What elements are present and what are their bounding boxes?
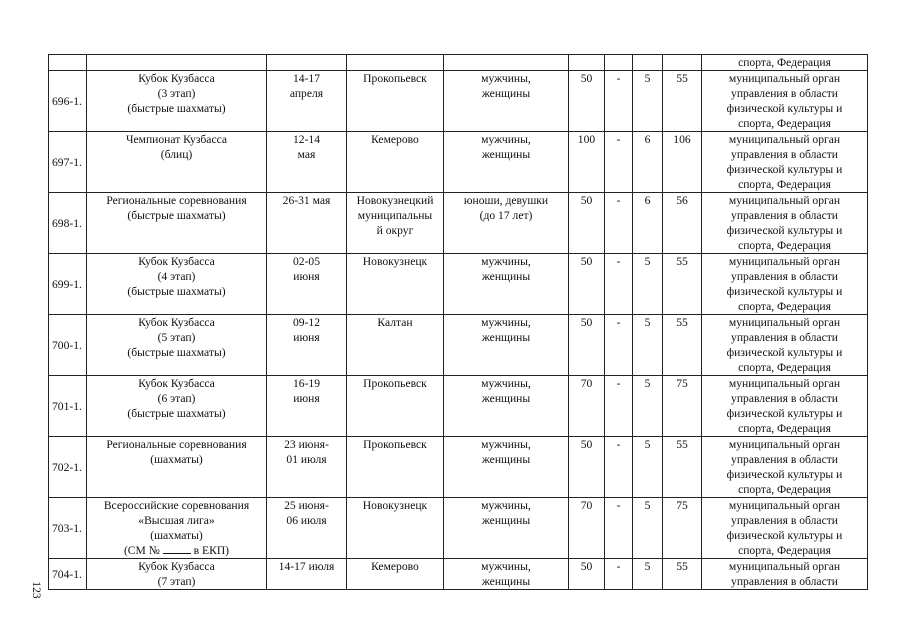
cell-dates: 16-19 июня <box>267 376 347 437</box>
cell-count-3: 5 <box>633 437 663 498</box>
cell-participants: мужчины, женщины <box>444 376 569 437</box>
cell-count-total: 75 <box>663 498 702 559</box>
cell-num: 703-1. <box>49 498 87 559</box>
cell-count-1 <box>569 55 605 71</box>
cell-name <box>87 55 267 71</box>
cell-organizer: спорта, Федерация <box>702 55 868 71</box>
cell-count-3: 5 <box>633 498 663 559</box>
cell-organizer: муниципальный орган управления в области физической культуры и спорта, Федерация <box>702 193 868 254</box>
cell-place: Новокузнецк <box>347 498 444 559</box>
cell-dates <box>267 55 347 71</box>
cell-place <box>347 55 444 71</box>
cell-count-1: 50 <box>569 193 605 254</box>
cell-count-1: 50 <box>569 437 605 498</box>
cell-num: 697-1. <box>49 132 87 193</box>
cell-count-3: 6 <box>633 193 663 254</box>
cell-count-2: - <box>605 437 633 498</box>
ekp-reference-suffix: в ЕКП) <box>193 544 230 557</box>
cell-count-1: 50 <box>569 254 605 315</box>
cell-count-3: 5 <box>633 254 663 315</box>
cell-count-1: 70 <box>569 498 605 559</box>
cell-dates: 12-14 мая <box>267 132 347 193</box>
cell-participants: мужчины, женщины <box>444 71 569 132</box>
cell-count-total: 55 <box>663 254 702 315</box>
cell-count-1: 50 <box>569 315 605 376</box>
table-row <box>49 498 868 559</box>
cell-count-total: 55 <box>663 315 702 376</box>
cell-dates: 02-05 июня <box>267 254 347 315</box>
cell-count-2: - <box>605 71 633 132</box>
cell-count-1: 50 <box>569 559 605 590</box>
cell-name: Кубок Кузбасса (5 этап) (быстрые шахматы) <box>87 315 267 376</box>
cell-name: Кубок Кузбасса (4 этап) (быстрые шахматы) <box>87 254 267 315</box>
cell-count-2: - <box>605 315 633 376</box>
cell-organizer: муниципальный орган управления в области физической культуры и спорта, Федерация <box>702 132 868 193</box>
cell-count-total: 75 <box>663 376 702 437</box>
cell-name: Кубок Кузбасса (6 этап) (быстрые шахматы) <box>87 376 267 437</box>
cell-place: Кемерово <box>347 132 444 193</box>
cell-place: Новокузнецк <box>347 254 444 315</box>
cell-count-1: 70 <box>569 376 605 437</box>
cell-organizer: муниципальный орган управления в области <box>702 559 868 590</box>
table-row <box>49 71 868 132</box>
table-row <box>49 193 868 254</box>
cell-organizer: муниципальный орган управления в области физической культуры и спорта, Федерация <box>702 437 868 498</box>
event-name-text: Всероссийские соревнования «Высшая лига» (шахматы) <box>103 499 250 542</box>
cell-name <box>87 498 267 559</box>
cell-num: 699-1. <box>49 254 87 315</box>
cell-organizer: муниципальный орган управления в области физической культуры и спорта, Федерация <box>702 315 868 376</box>
cell-dates: 09-12 июня <box>267 315 347 376</box>
cell-participants: мужчины, женщины <box>444 315 569 376</box>
cell-count-3 <box>633 55 663 71</box>
cell-count-total: 55 <box>663 437 702 498</box>
page-number: 123 <box>30 581 43 599</box>
cell-dates: 14-17 апреля <box>267 71 347 132</box>
cell-count-2: - <box>605 498 633 559</box>
table-row <box>49 559 868 590</box>
cell-count-2 <box>605 55 633 71</box>
table-row <box>49 254 868 315</box>
cell-count-1: 50 <box>569 71 605 132</box>
cell-count-1: 100 <box>569 132 605 193</box>
cell-count-3: 5 <box>633 376 663 437</box>
cell-participants: юноши, девушки (до 17 лет) <box>444 193 569 254</box>
cell-count-3: 6 <box>633 132 663 193</box>
ekp-reference-prefix: (СМ № <box>123 544 160 557</box>
cell-count-2: - <box>605 254 633 315</box>
cell-participants: мужчины, женщины <box>444 559 569 590</box>
cell-name: Региональные соревнования (шахматы) <box>87 437 267 498</box>
cell-count-total <box>663 55 702 71</box>
cell-count-total: 55 <box>663 71 702 132</box>
cell-count-3: 5 <box>633 559 663 590</box>
cell-participants: мужчины, женщины <box>444 437 569 498</box>
cell-place: Новокузнецкий муниципальны й округ <box>347 193 444 254</box>
events-table <box>48 54 868 590</box>
cell-num: 696-1. <box>49 71 87 132</box>
cell-count-2: - <box>605 376 633 437</box>
cell-place: Кемерово <box>347 559 444 590</box>
cell-participants: мужчины, женщины <box>444 254 569 315</box>
table-row <box>49 315 868 376</box>
table-row <box>49 376 868 437</box>
cell-count-3: 5 <box>633 71 663 132</box>
cell-count-2: - <box>605 193 633 254</box>
cell-count-total: 106 <box>663 132 702 193</box>
cell-count-total: 56 <box>663 193 702 254</box>
cell-count-total: 55 <box>663 559 702 590</box>
cell-num: 701-1. <box>49 376 87 437</box>
cell-num: 698-1. <box>49 193 87 254</box>
cell-dates: 14-17 июля <box>267 559 347 590</box>
cell-place: Прокопьевск <box>347 437 444 498</box>
cell-place: Прокопьевск <box>347 376 444 437</box>
cell-name: Региональные соревнования (быстрые шахматы) <box>87 193 267 254</box>
cell-name: Кубок Кузбасса (3 этап) (быстрые шахматы) <box>87 71 267 132</box>
table-row <box>49 437 868 498</box>
cell-organizer: муниципальный орган управления в области физической культуры и спорта, Федерация <box>702 498 868 559</box>
cell-participants: мужчины, женщины <box>444 132 569 193</box>
cell-num: 702-1. <box>49 437 87 498</box>
table-row <box>49 132 868 193</box>
cell-dates: 25 июня- 06 июля <box>267 498 347 559</box>
cell-dates: 26-31 мая <box>267 193 347 254</box>
blank-number-line <box>163 543 191 554</box>
cell-name: Чемпионат Кузбасса (блиц) <box>87 132 267 193</box>
cell-organizer: муниципальный орган управления в области физической культуры и спорта, Федерация <box>702 254 868 315</box>
cell-num <box>49 55 87 71</box>
cell-place: Прокопьевск <box>347 71 444 132</box>
cell-dates: 23 июня- 01 июля <box>267 437 347 498</box>
table-row-continued <box>49 55 868 71</box>
cell-num: 700-1. <box>49 315 87 376</box>
cell-num: 704-1. <box>49 559 87 590</box>
cell-organizer: муниципальный орган управления в области физической культуры и спорта, Федерация <box>702 71 868 132</box>
cell-participants: мужчины, женщины <box>444 498 569 559</box>
cell-name: Кубок Кузбасса (7 этап) <box>87 559 267 590</box>
cell-place: Калтан <box>347 315 444 376</box>
cell-count-2: - <box>605 132 633 193</box>
cell-count-2: - <box>605 559 633 590</box>
cell-organizer: муниципальный орган управления в области физической культуры и спорта, Федерация <box>702 376 868 437</box>
cell-participants <box>444 55 569 71</box>
cell-count-3: 5 <box>633 315 663 376</box>
